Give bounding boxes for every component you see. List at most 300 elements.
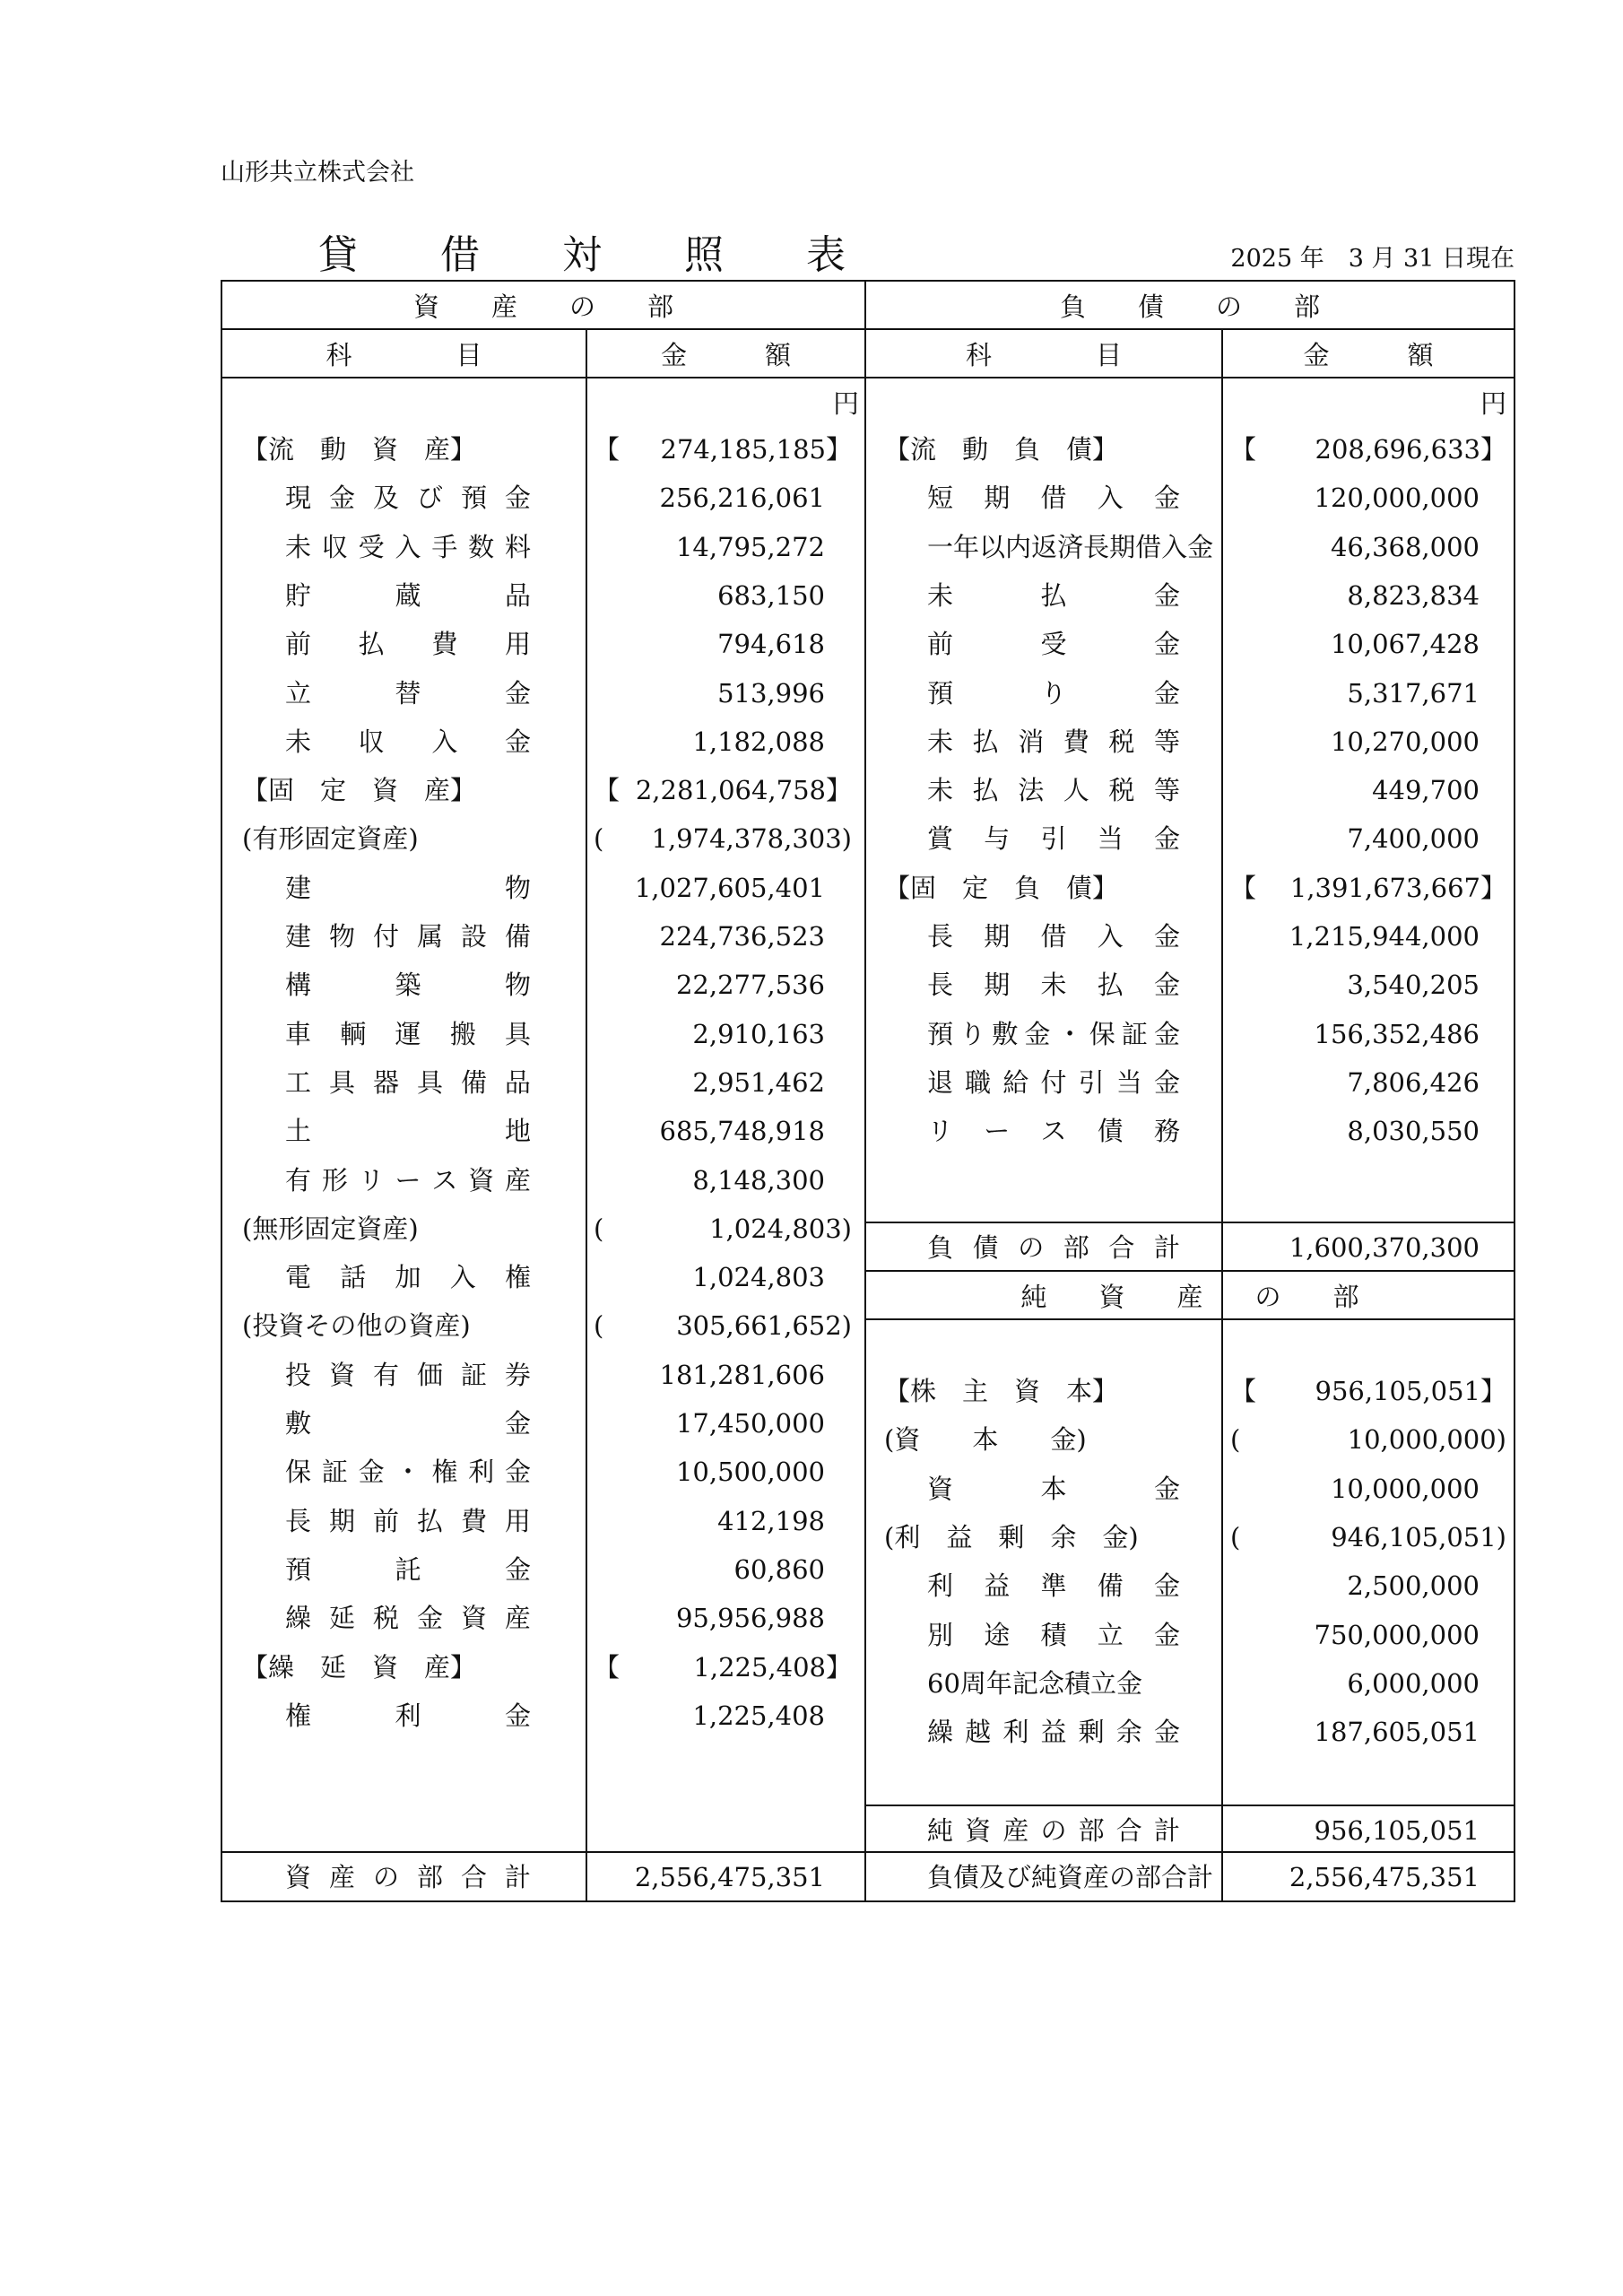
liability-amount: 449,700 xyxy=(1372,775,1480,806)
label-char: 前 xyxy=(285,629,312,660)
asset-amount: 2,281,064,758】 xyxy=(635,775,852,806)
label-char: 地 xyxy=(504,1116,531,1147)
label-char: 念 xyxy=(1037,1667,1064,1699)
label-char: 借 xyxy=(1040,483,1067,514)
asset-amount: 1,225,408 xyxy=(692,1700,825,1731)
liability-item-label xyxy=(927,620,1180,668)
label-char: 建 xyxy=(285,921,312,952)
label-char: 記 xyxy=(1011,1667,1038,1699)
asset-item-label xyxy=(285,1058,531,1107)
net-assets-group-label: 【株 主 資 本】 xyxy=(884,1376,1119,1406)
label-char: 有 xyxy=(285,1164,312,1196)
label-char: 人 xyxy=(1063,775,1089,806)
label-char: 税 xyxy=(1108,775,1135,806)
label-char: 及 xyxy=(372,483,399,514)
label-char: 託 xyxy=(395,1553,421,1585)
label-char: 年 xyxy=(985,1667,1012,1699)
title-char: 対 xyxy=(562,232,602,278)
net-assets-section-header: 純 資 産 の 部 xyxy=(1020,1282,1359,1312)
asset-item-label xyxy=(285,1010,531,1058)
label-char: ー xyxy=(984,1116,1011,1147)
asset-amount: 8,148,300 xyxy=(692,1164,825,1196)
liability-amount: 8,823,834 xyxy=(1347,579,1480,611)
label-char: 品 xyxy=(504,579,531,611)
asset-amount: 256,216,061 xyxy=(659,483,825,514)
label-char: 以 xyxy=(979,531,1006,562)
label-char: 属 xyxy=(416,921,443,952)
label-char: 価 xyxy=(416,1359,443,1390)
label-char: 未 xyxy=(1040,970,1067,1001)
label-char: 工 xyxy=(285,1066,312,1098)
balance-sheet-table xyxy=(221,280,1515,1902)
net-assets-group-label: (資 本 金) xyxy=(884,1424,1087,1456)
label-char: 預 xyxy=(927,1018,954,1049)
liability-item-label xyxy=(927,523,1214,571)
label-char: 入 xyxy=(1097,483,1124,514)
label-char: 収 xyxy=(358,726,385,757)
label-char: 益 xyxy=(984,1570,1011,1602)
net-assets-amount-open-bracket: ( xyxy=(1230,1521,1241,1552)
label-char: 越 xyxy=(965,1717,992,1748)
label-char: 周 xyxy=(959,1667,986,1699)
label-char: 設 xyxy=(460,921,487,952)
asset-item-label xyxy=(285,912,531,961)
asset-item-label xyxy=(285,669,531,718)
label-char: 受 xyxy=(358,531,385,562)
label-char: 建 xyxy=(285,872,312,903)
label-char: 給 xyxy=(1002,1066,1029,1098)
net-assets-amount: 6,000,000 xyxy=(1347,1667,1480,1699)
asset-amount-open-bracket: ( xyxy=(594,1213,604,1244)
label-char: 金 xyxy=(358,1457,385,1488)
label-char: 入 xyxy=(1161,531,1188,562)
liability-group-label: 【固 定 負 債】 xyxy=(884,872,1119,903)
label-char: 手 xyxy=(431,531,458,562)
label-char: 前 xyxy=(927,629,954,660)
liability-amount: 5,317,671 xyxy=(1347,677,1480,709)
label-char: の xyxy=(1018,1232,1045,1263)
label-char: 入 xyxy=(395,531,421,562)
title-char: 借 xyxy=(440,232,480,278)
label-char: 産 xyxy=(504,1164,531,1196)
label-char: 部 xyxy=(416,1862,443,1892)
label-char: 未 xyxy=(927,579,954,611)
label-char: 貯 xyxy=(285,579,312,611)
label-char: 前 xyxy=(372,1505,399,1536)
asset-amount: 95,956,988 xyxy=(675,1603,825,1634)
asset-item-label xyxy=(285,1351,531,1399)
label-char: 長 xyxy=(927,970,954,1001)
label-char: 形 xyxy=(321,1164,348,1196)
liability-amount: 7,400,000 xyxy=(1347,823,1480,855)
liabilities-amount-header: 金 額 xyxy=(1303,340,1434,370)
label-char: 物 xyxy=(504,970,531,1001)
label-char: 期 xyxy=(984,970,1011,1001)
label-char: 立 xyxy=(1097,1619,1124,1650)
label-char: の xyxy=(1040,1815,1067,1846)
asset-amount: 1,182,088 xyxy=(692,726,825,757)
asset-item-label xyxy=(285,1399,531,1448)
label-char: 金 xyxy=(1153,677,1180,709)
assets-total-label xyxy=(285,1853,531,1901)
asset-item-label xyxy=(285,571,531,620)
label-char: 利 xyxy=(395,1700,421,1731)
label-char: 金 xyxy=(1153,1066,1180,1098)
asset-group-label: (投資その他の資産) xyxy=(242,1310,471,1342)
label-char: 繰 xyxy=(927,1717,954,1748)
liability-item-label xyxy=(927,1058,1180,1107)
label-char: 払 xyxy=(972,775,999,806)
liability-amount: 3,540,205 xyxy=(1347,970,1480,1001)
liability-amount: 1,215,944,000 xyxy=(1289,921,1480,952)
asset-group-label: 【固 定 資 産】 xyxy=(242,775,477,806)
net-assets-amount: 10,000,000) xyxy=(1347,1424,1506,1456)
label-char: 備 xyxy=(460,1066,487,1098)
label-char: 途 xyxy=(984,1619,1011,1650)
label-char: 払 xyxy=(1097,970,1124,1001)
label-char: 長 xyxy=(1083,531,1110,562)
label-char: 費 xyxy=(1063,726,1089,757)
label-char: 収 xyxy=(321,531,348,562)
liability-group-label: 【流 動 負 債】 xyxy=(884,434,1119,465)
asset-item-label xyxy=(285,1545,531,1594)
label-char: 話 xyxy=(340,1262,367,1293)
label-char: 証 xyxy=(1121,1018,1148,1049)
asset-item-label xyxy=(285,1448,531,1496)
asset-amount: 683,150 xyxy=(717,579,825,611)
asset-amount: 1,974,378,303) xyxy=(651,823,852,855)
label-char: 入 xyxy=(431,726,458,757)
document-title xyxy=(318,222,846,280)
asset-amount: 14,795,272 xyxy=(675,531,825,562)
liability-amount: 46,368,000 xyxy=(1330,531,1480,562)
net-assets-amount: 10,000,000 xyxy=(1330,1473,1480,1504)
label-char: 延 xyxy=(328,1603,355,1634)
label-char: 立 xyxy=(1089,1667,1116,1699)
label-char: 債 xyxy=(1097,1116,1124,1147)
label-char: 蔵 xyxy=(395,579,421,611)
liability-item-label xyxy=(927,669,1180,718)
label-char: 車 xyxy=(285,1018,312,1049)
asset-amount: 1,024,803) xyxy=(709,1213,852,1244)
label-char: 消 xyxy=(1018,726,1045,757)
net-assets-item-label xyxy=(927,1611,1180,1659)
label-char: 金 xyxy=(504,726,531,757)
asset-group-label: 【流 動 資 産】 xyxy=(242,434,477,465)
label-char: 権 xyxy=(504,1262,531,1293)
label-char: 合 xyxy=(1108,1232,1135,1263)
net-assets-amount: 946,105,051) xyxy=(1331,1521,1506,1552)
net-assets-item-label xyxy=(927,1659,1180,1708)
asset-amount: 1,027,605,401 xyxy=(634,872,825,903)
label-char: 未 xyxy=(927,775,954,806)
liability-item-label xyxy=(927,814,1180,863)
label-char: 積 xyxy=(1063,1667,1090,1699)
asset-amount: 10,500,000 xyxy=(675,1457,825,1488)
label-char: 有 xyxy=(372,1359,399,1390)
label-char: 権 xyxy=(285,1700,312,1731)
label-char: 資 xyxy=(927,1473,954,1504)
net-assets-total-label xyxy=(927,1806,1180,1855)
assets-unit-yen: 円 xyxy=(832,388,859,419)
label-char: ス xyxy=(1040,1116,1067,1147)
label-char: 産 xyxy=(504,1603,531,1634)
label-char: 産 xyxy=(1002,1815,1029,1846)
label-char: 備 xyxy=(504,921,531,952)
label-char: リ xyxy=(927,1116,954,1147)
liability-amount: 1,391,673,667】 xyxy=(1289,872,1506,903)
label-char: 賞 xyxy=(927,823,954,855)
net-header-bottom-line xyxy=(864,1318,1514,1320)
label-char: 敷 xyxy=(285,1408,312,1439)
asset-amount: 685,748,918 xyxy=(659,1116,825,1147)
label-char: 立 xyxy=(285,677,312,709)
liability-item-label xyxy=(927,1010,1180,1058)
asset-item-label xyxy=(285,1692,531,1740)
label-char: 費 xyxy=(460,1505,487,1536)
asset-item-label xyxy=(285,523,531,571)
company-name: 山形共立株式会社 xyxy=(221,159,414,187)
label-char: 別 xyxy=(927,1619,954,1650)
asset-item-label xyxy=(285,1594,531,1642)
column-header-divider xyxy=(222,377,1514,378)
label-char: 保 xyxy=(1089,1018,1115,1049)
asset-amount: 17,450,000 xyxy=(675,1408,825,1439)
label-char: 金 xyxy=(1153,970,1180,1001)
label-char: 付 xyxy=(1040,1066,1067,1098)
label-char: 金 xyxy=(1153,823,1180,855)
label-char: り xyxy=(959,1018,986,1049)
label-char: 付 xyxy=(372,921,399,952)
label-char: 繰 xyxy=(285,1603,312,1634)
label-char: 計 xyxy=(1153,1232,1180,1263)
label-char: 当 xyxy=(1115,1066,1142,1098)
label-char: 金 xyxy=(1153,1570,1180,1602)
label-char: 6 xyxy=(927,1667,944,1699)
label-char: 電 xyxy=(285,1262,312,1293)
label-char: 法 xyxy=(1018,775,1045,806)
label-char: 投 xyxy=(285,1359,312,1390)
label-char: ・ xyxy=(395,1457,421,1488)
net-assets-amount: 956,105,051】 xyxy=(1315,1376,1506,1406)
label-char: 入 xyxy=(1097,921,1124,952)
label-char: 保 xyxy=(285,1457,312,1488)
label-char: 期 xyxy=(1109,531,1136,562)
label-char: 利 xyxy=(1002,1717,1029,1748)
label-char: リ xyxy=(358,1164,385,1196)
asset-amount: 22,277,536 xyxy=(675,970,825,1001)
as-of-date: 2025 年 3 月 31 日現在 xyxy=(1230,245,1515,273)
label-char: 内 xyxy=(1005,531,1032,562)
asset-amount-open-bracket: 【 xyxy=(594,434,621,465)
label-char: 資 xyxy=(328,1359,355,1390)
label-char: 払 xyxy=(972,726,999,757)
label-char: 債 xyxy=(972,1232,999,1263)
label-char: 利 xyxy=(927,1570,954,1602)
label-char: 金 xyxy=(1153,1717,1180,1748)
label-char: 資 xyxy=(965,1815,992,1846)
asset-item-label xyxy=(285,620,531,668)
label-char: 輌 xyxy=(340,1018,367,1049)
label-char: 負 xyxy=(927,1232,954,1263)
liability-item-label xyxy=(927,1107,1180,1155)
label-char: 金 xyxy=(504,1408,531,1439)
label-char: 期 xyxy=(984,921,1011,952)
asset-amount: 412,198 xyxy=(717,1505,825,1536)
label-char: 合 xyxy=(460,1862,487,1892)
label-char: 返 xyxy=(1031,531,1058,562)
label-char: 長 xyxy=(927,921,954,952)
label-char: 権 xyxy=(431,1457,458,1488)
label-char: 証 xyxy=(321,1457,348,1488)
asset-amount-open-bracket: ( xyxy=(594,1310,604,1342)
asset-item-label xyxy=(285,1497,531,1545)
net-assets-item-label xyxy=(927,1465,1180,1513)
label-char: 受 xyxy=(1040,629,1067,660)
asset-group-label: 【繰 延 資 産】 xyxy=(242,1651,477,1683)
label-char: 入 xyxy=(449,1262,476,1293)
label-char: 0 xyxy=(943,1667,960,1699)
liabilities-total-amount: 1,600,370,300 xyxy=(1289,1232,1480,1263)
label-char: 積 xyxy=(1040,1619,1067,1650)
net-assets-amount: 187,605,051 xyxy=(1314,1717,1480,1748)
label-char: 費 xyxy=(431,629,458,660)
label-char: 未 xyxy=(927,726,954,757)
asset-item-label xyxy=(285,1253,531,1301)
liability-amount: 10,067,428 xyxy=(1330,629,1480,660)
label-char: 等 xyxy=(1153,726,1180,757)
liabilities-total-label xyxy=(927,1223,1180,1272)
label-char: 預 xyxy=(285,1553,312,1585)
label-char: 金 xyxy=(1153,579,1180,611)
asset-item-label xyxy=(285,1107,531,1155)
label-char: 物 xyxy=(504,872,531,903)
label-char: 金 xyxy=(328,483,355,514)
title-char: 貸 xyxy=(318,232,358,278)
liabilities-unit-yen: 円 xyxy=(1480,388,1506,419)
asset-amount: 513,996 xyxy=(717,677,825,709)
liability-item-label xyxy=(927,474,1180,522)
label-char: ・ xyxy=(1056,1018,1083,1049)
title-char: 照 xyxy=(684,232,724,278)
label-char: 搬 xyxy=(449,1018,476,1049)
label-char: 引 xyxy=(1078,1066,1105,1098)
label-char: 金 xyxy=(1153,1473,1180,1504)
label-char: 払 xyxy=(358,629,385,660)
label-char: 替 xyxy=(395,677,421,709)
asset-amount-open-bracket: ( xyxy=(594,823,604,855)
label-char: 益 xyxy=(1040,1717,1067,1748)
label-char: 用 xyxy=(504,629,531,660)
net-assets-group-label: (利 益 剰 余 金) xyxy=(884,1521,1139,1552)
label-char: の xyxy=(372,1862,399,1892)
liability-amount: 208,696,633】 xyxy=(1315,434,1506,465)
label-char: 証 xyxy=(460,1359,487,1390)
liability-amount-open-bracket: 【 xyxy=(1230,434,1257,465)
label-char: 年 xyxy=(953,531,980,562)
liability-item-label xyxy=(927,718,1180,766)
label-char: 金 xyxy=(1153,1619,1180,1650)
liability-item-label xyxy=(927,961,1180,1009)
asset-item-label xyxy=(285,864,531,912)
label-char: 済 xyxy=(1057,531,1084,562)
asset-amount: 274,185,185】 xyxy=(660,434,852,465)
net-assets-amount: 750,000,000 xyxy=(1314,1619,1480,1650)
label-char: 運 xyxy=(395,1018,421,1049)
label-char: 計 xyxy=(504,1862,531,1892)
asset-amount: 794,618 xyxy=(717,629,825,660)
center-divider xyxy=(864,282,866,1900)
label-char: 金 xyxy=(416,1603,443,1634)
liab-net-total-label: 負債及び純資産の部合計 xyxy=(927,1862,1214,1892)
label-char: 純 xyxy=(927,1815,954,1846)
label-char: び xyxy=(416,483,443,514)
net-assets-amount-open-bracket: 【 xyxy=(1230,1376,1257,1406)
label-char: ー xyxy=(395,1164,421,1196)
label-char: 金 xyxy=(504,1553,531,1585)
label-char: 計 xyxy=(1153,1815,1180,1846)
label-char: 預 xyxy=(927,677,954,709)
label-char: 用 xyxy=(504,1505,531,1536)
asset-item-label xyxy=(285,474,531,522)
label-char: 利 xyxy=(468,1457,495,1488)
asset-group-label: (無形固定資産) xyxy=(242,1213,419,1244)
label-char: 払 xyxy=(1040,579,1067,611)
label-char: 当 xyxy=(1097,823,1124,855)
label-char: り xyxy=(1040,677,1067,709)
liabilities-section-header: 負 債 の 部 xyxy=(1059,291,1320,322)
label-char: 務 xyxy=(1153,1116,1180,1147)
label-char: 与 xyxy=(984,823,1011,855)
liability-amount: 7,806,426 xyxy=(1347,1066,1480,1098)
label-char: 部 xyxy=(1078,1815,1105,1846)
label-char: 土 xyxy=(285,1116,312,1147)
label-char: 未 xyxy=(285,531,312,562)
label-char: 料 xyxy=(504,531,531,562)
asset-amount: 305,661,652) xyxy=(676,1310,852,1342)
label-char: 期 xyxy=(328,1505,355,1536)
label-char: 余 xyxy=(1115,1717,1142,1748)
label-char: 金 xyxy=(1153,629,1180,660)
label-char: 引 xyxy=(1040,823,1067,855)
label-char: 金 xyxy=(1153,483,1180,514)
label-char: ス xyxy=(431,1164,458,1196)
header-divider xyxy=(222,328,1514,330)
net-assets-amount: 2,500,000 xyxy=(1347,1570,1480,1602)
asset-amount: 60,860 xyxy=(733,1553,825,1585)
asset-amount: 1,024,803 xyxy=(692,1262,825,1293)
label-char: 物 xyxy=(328,921,355,952)
assets-total-amount: 2,556,475,351 xyxy=(634,1862,825,1892)
label-char: 本 xyxy=(1040,1473,1067,1504)
label-char: 剰 xyxy=(1078,1717,1105,1748)
liability-amount-open-bracket: 【 xyxy=(1230,872,1257,903)
label-char: 一 xyxy=(927,531,954,562)
asset-item-label xyxy=(285,718,531,766)
asset-amount: 2,951,462 xyxy=(692,1066,825,1098)
label-char: 備 xyxy=(1097,1570,1124,1602)
label-char: 金 xyxy=(504,1457,531,1488)
asset-amount: 1,225,408】 xyxy=(693,1651,852,1683)
liability-amount: 156,352,486 xyxy=(1314,1018,1480,1049)
label-char: 払 xyxy=(416,1505,443,1536)
assets-amount-header: 金 額 xyxy=(660,340,791,370)
liability-item-label xyxy=(927,766,1180,814)
label-char: 借 xyxy=(1040,921,1067,952)
label-char: 金 xyxy=(1024,1018,1051,1049)
label-char: 等 xyxy=(1153,775,1180,806)
asset-item-label xyxy=(285,961,531,1009)
